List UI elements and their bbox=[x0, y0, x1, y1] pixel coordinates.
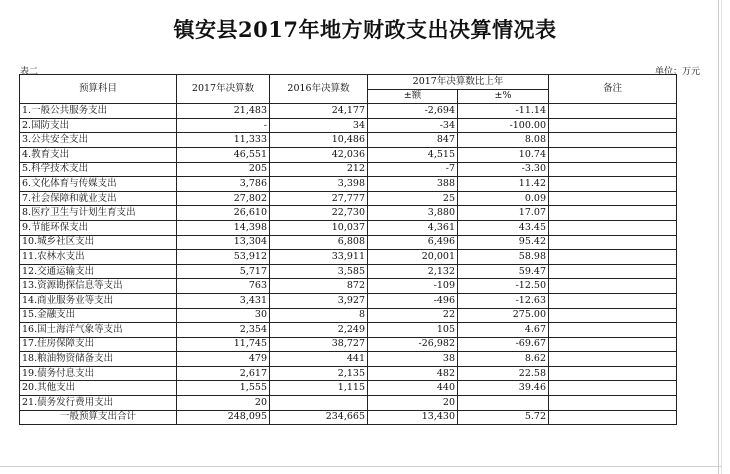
table-row bbox=[20, 206, 677, 221]
note-cell bbox=[549, 410, 677, 425]
pct-cell: -69.67 bbox=[458, 337, 549, 352]
value-2016-cell: 3,585 bbox=[270, 264, 368, 279]
pct-cell: 11.42 bbox=[458, 177, 549, 192]
note-cell bbox=[549, 323, 677, 338]
value-2017-cell: 30 bbox=[177, 308, 270, 323]
subject-cell: 21.债务发行费用支出 bbox=[20, 396, 177, 411]
header-compare: 2017年决算数比上年 bbox=[368, 75, 549, 90]
subject-cell: 4.教育支出 bbox=[20, 147, 177, 162]
page-border-bottom bbox=[0, 466, 722, 467]
table-row bbox=[20, 293, 677, 308]
pct-cell: -12.50 bbox=[458, 279, 549, 294]
value-2016-cell: 33,911 bbox=[270, 250, 368, 265]
value-2017-cell: 1,555 bbox=[177, 381, 270, 396]
value-2016-cell: 212 bbox=[270, 162, 368, 177]
table-row bbox=[20, 323, 677, 338]
table-row bbox=[20, 104, 677, 119]
value-2016-cell: 38,727 bbox=[270, 337, 368, 352]
table-row bbox=[20, 177, 677, 192]
diff-cell: 22 bbox=[368, 308, 458, 323]
subject-cell: 13.资源勘探信息等支出 bbox=[20, 279, 177, 294]
header-subject: 预算科目 bbox=[20, 75, 177, 104]
note-cell bbox=[549, 206, 677, 221]
note-cell bbox=[549, 162, 677, 177]
table-row bbox=[20, 337, 677, 352]
diff-cell: 3,880 bbox=[368, 206, 458, 221]
pct-cell: 10.74 bbox=[458, 147, 549, 162]
diff-cell: -109 bbox=[368, 279, 458, 294]
table-row bbox=[20, 191, 677, 206]
pct-cell: 0.09 bbox=[458, 191, 549, 206]
value-2017-cell: 11,745 bbox=[177, 337, 270, 352]
pct-cell: 22.58 bbox=[458, 366, 549, 381]
note-cell bbox=[549, 279, 677, 294]
value-2017-cell: 763 bbox=[177, 279, 270, 294]
value-2016-cell: 10,486 bbox=[270, 133, 368, 148]
subject-cell: 15.金融支出 bbox=[20, 308, 177, 323]
diff-cell: 847 bbox=[368, 133, 458, 148]
header-2016: 2016年决算数 bbox=[270, 75, 368, 104]
note-cell bbox=[549, 264, 677, 279]
diff-cell: 38 bbox=[368, 352, 458, 367]
value-2016-cell: 8 bbox=[270, 308, 368, 323]
note-cell bbox=[549, 337, 677, 352]
value-2017-cell: 2,617 bbox=[177, 366, 270, 381]
note-cell bbox=[549, 220, 677, 235]
diff-cell: 13,430 bbox=[368, 410, 458, 425]
diff-cell: 6,496 bbox=[368, 235, 458, 250]
document-title: 镇安县2017年地方财政支出决算情况表 bbox=[173, 17, 557, 42]
diff-cell: -496 bbox=[368, 293, 458, 308]
value-2017-cell: 53,912 bbox=[177, 250, 270, 265]
pct-cell: -100.00 bbox=[458, 118, 549, 133]
value-2016-cell: 34 bbox=[270, 118, 368, 133]
subject-cell: 10.城乡社区支出 bbox=[20, 235, 177, 250]
diff-cell: -26,982 bbox=[368, 337, 458, 352]
diff-cell: 388 bbox=[368, 177, 458, 192]
value-2016-cell: 441 bbox=[270, 352, 368, 367]
value-2017-cell: 5,717 bbox=[177, 264, 270, 279]
total-row bbox=[20, 410, 677, 425]
expenditure-table bbox=[19, 74, 677, 425]
pct-cell: 8.08 bbox=[458, 133, 549, 148]
table-row bbox=[20, 352, 677, 367]
value-2016-cell: 3,398 bbox=[270, 177, 368, 192]
value-2016-cell: 2,135 bbox=[270, 366, 368, 381]
note-cell bbox=[549, 352, 677, 367]
pct-cell: 58.98 bbox=[458, 250, 549, 265]
pct-cell: 4.67 bbox=[458, 323, 549, 338]
table-row bbox=[20, 264, 677, 279]
value-2016-cell: 27,777 bbox=[270, 191, 368, 206]
diff-cell: -2,694 bbox=[368, 104, 458, 119]
note-cell bbox=[549, 250, 677, 265]
note-cell bbox=[549, 104, 677, 119]
diff-cell: 25 bbox=[368, 191, 458, 206]
header-pct: ±% bbox=[458, 89, 549, 104]
value-2017-cell: 205 bbox=[177, 162, 270, 177]
header-diff: ±额 bbox=[368, 89, 458, 104]
subject-cell: 17.住房保障支出 bbox=[20, 337, 177, 352]
value-2017-cell: 21,483 bbox=[177, 104, 270, 119]
value-2017-cell: 248,095 bbox=[177, 410, 270, 425]
diff-cell: 105 bbox=[368, 323, 458, 338]
note-cell bbox=[549, 366, 677, 381]
note-cell bbox=[549, 133, 677, 148]
diff-cell: 20,001 bbox=[368, 250, 458, 265]
value-2017-cell: 26,610 bbox=[177, 206, 270, 221]
diff-cell: 2,132 bbox=[368, 264, 458, 279]
pct-cell: 17.07 bbox=[458, 206, 549, 221]
note-cell bbox=[549, 293, 677, 308]
table-number: 表二 bbox=[20, 67, 39, 77]
value-2017-cell: 3,431 bbox=[177, 293, 270, 308]
unit-label: 单位：万元 bbox=[654, 67, 700, 77]
value-2016-cell bbox=[270, 396, 368, 411]
value-2017-cell: 14,398 bbox=[177, 220, 270, 235]
value-2017-cell: 27,802 bbox=[177, 191, 270, 206]
value-2016-cell: 2,249 bbox=[270, 323, 368, 338]
table-row bbox=[20, 250, 677, 265]
table-body bbox=[20, 104, 677, 425]
subject-cell: 2.国防支出 bbox=[20, 118, 177, 133]
note-cell bbox=[549, 191, 677, 206]
subject-cell: 16.国土海洋气象等支出 bbox=[20, 323, 177, 338]
diff-cell: 20 bbox=[368, 396, 458, 411]
value-2016-cell: 234,665 bbox=[270, 410, 368, 425]
value-2017-cell: 2,354 bbox=[177, 323, 270, 338]
subject-cell: 12.交通运输支出 bbox=[20, 264, 177, 279]
pct-cell: 59.47 bbox=[458, 264, 549, 279]
pct-cell: 39.46 bbox=[458, 381, 549, 396]
value-2017-cell: 479 bbox=[177, 352, 270, 367]
value-2016-cell: 24,177 bbox=[270, 104, 368, 119]
page-border-right-outer bbox=[721, 0, 722, 474]
table-row bbox=[20, 220, 677, 235]
note-cell bbox=[549, 396, 677, 411]
subject-cell: 6.文化体育与传媒支出 bbox=[20, 177, 177, 192]
note-cell bbox=[549, 118, 677, 133]
table-row bbox=[20, 279, 677, 294]
pct-cell: 95.42 bbox=[458, 235, 549, 250]
note-cell bbox=[549, 147, 677, 162]
subject-cell: 一般预算支出合计 bbox=[20, 410, 177, 425]
table-row bbox=[20, 118, 677, 133]
note-cell bbox=[549, 308, 677, 323]
table-row bbox=[20, 147, 677, 162]
diff-cell: 482 bbox=[368, 366, 458, 381]
table-row bbox=[20, 133, 677, 148]
table-row bbox=[20, 366, 677, 381]
pct-cell: -3.30 bbox=[458, 162, 549, 177]
note-cell bbox=[549, 177, 677, 192]
value-2016-cell: 6,808 bbox=[270, 235, 368, 250]
table-row bbox=[20, 396, 677, 411]
note-cell bbox=[549, 235, 677, 250]
subject-cell: 18.粮油物资储备支出 bbox=[20, 352, 177, 367]
subject-cell: 9.节能环保支出 bbox=[20, 220, 177, 235]
subject-cell: 19.债务付息支出 bbox=[20, 366, 177, 381]
value-2017-cell: 13,304 bbox=[177, 235, 270, 250]
value-2017-cell: 20 bbox=[177, 396, 270, 411]
value-2016-cell: 10,037 bbox=[270, 220, 368, 235]
pct-cell: 5.72 bbox=[458, 410, 549, 425]
diff-cell: 4,515 bbox=[368, 147, 458, 162]
value-2017-cell: 11,333 bbox=[177, 133, 270, 148]
subject-cell: 8.医疗卫生与计划生育支出 bbox=[20, 206, 177, 221]
pct-cell bbox=[458, 396, 549, 411]
diff-cell: 440 bbox=[368, 381, 458, 396]
value-2016-cell: 42,036 bbox=[270, 147, 368, 162]
pct-cell: 43.45 bbox=[458, 220, 549, 235]
page-border-right bbox=[718, 0, 719, 474]
table-row bbox=[20, 381, 677, 396]
subject-cell: 7.社会保障和就业支出 bbox=[20, 191, 177, 206]
subject-cell: 11.农林水支出 bbox=[20, 250, 177, 265]
value-2017-cell: 46,551 bbox=[177, 147, 270, 162]
subject-cell: 14.商业服务业等支出 bbox=[20, 293, 177, 308]
table-row bbox=[20, 308, 677, 323]
subject-cell: 1.一般公共服务支出 bbox=[20, 104, 177, 119]
note-cell bbox=[549, 381, 677, 396]
header-note: 备注 bbox=[549, 75, 677, 104]
value-2017-cell: - bbox=[177, 118, 270, 133]
pct-cell: 8.62 bbox=[458, 352, 549, 367]
table-row bbox=[20, 235, 677, 250]
diff-cell: -7 bbox=[368, 162, 458, 177]
value-2016-cell: 22,730 bbox=[270, 206, 368, 221]
table-row bbox=[20, 162, 677, 177]
value-2016-cell: 3,927 bbox=[270, 293, 368, 308]
subject-cell: 3.公共安全支出 bbox=[20, 133, 177, 148]
subject-cell: 5.科学技术支出 bbox=[20, 162, 177, 177]
pct-cell: 275.00 bbox=[458, 308, 549, 323]
pct-cell: -11.14 bbox=[458, 104, 549, 119]
diff-cell: -34 bbox=[368, 118, 458, 133]
value-2017-cell: 3,786 bbox=[177, 177, 270, 192]
value-2016-cell: 1,115 bbox=[270, 381, 368, 396]
diff-cell: 4,361 bbox=[368, 220, 458, 235]
subject-cell: 20.其他支出 bbox=[20, 381, 177, 396]
header-2017: 2017年决算数 bbox=[177, 75, 270, 104]
value-2016-cell: 872 bbox=[270, 279, 368, 294]
pct-cell: -12.63 bbox=[458, 293, 549, 308]
